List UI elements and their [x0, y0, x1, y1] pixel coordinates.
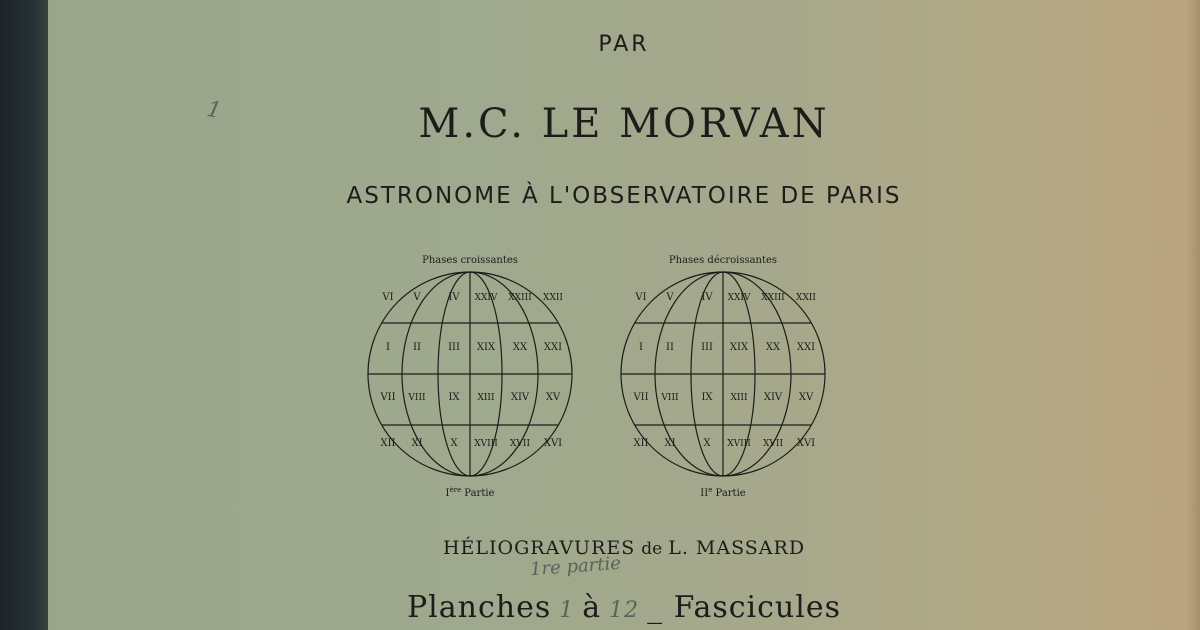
globe-cell-label: XXIII: [508, 293, 532, 303]
globe-cell-label: XXII: [796, 293, 816, 303]
globe-grid: [368, 272, 572, 476]
globe-cell-label: XVII: [509, 439, 531, 449]
globe-cell-label: XIX: [476, 342, 496, 353]
globe-heading: Phases décroissantes: [668, 255, 778, 266]
globe-cell-label: III: [448, 342, 460, 353]
globe-phases-croissantes: [368, 255, 572, 499]
globe-cell-label: XIII: [730, 393, 748, 403]
globe-cell-label: XXIII: [761, 293, 785, 303]
lunar-phase-diagrams: [340, 246, 860, 516]
globe-cell-label: I: [386, 342, 390, 353]
globe-cell-label: XVI: [796, 438, 816, 449]
globe-cell-label: XX: [512, 342, 528, 353]
globe-cell-label: XIX: [729, 342, 749, 353]
globe-cell-label: XIV: [763, 392, 783, 403]
globe-cell-label: IX: [701, 392, 713, 403]
globe-cell-label: II: [666, 342, 674, 353]
globe-cell-label: VII: [633, 392, 649, 403]
globe-cell-label: XXI: [796, 342, 816, 353]
globe-cell-label: XV: [545, 392, 561, 403]
heliogravures-credit: [48, 537, 1200, 559]
globe-cell-label: XI: [411, 438, 423, 449]
heliogravures-de: de: [641, 539, 663, 559]
planches-line: [48, 590, 1200, 625]
planches-label: Planches: [406, 590, 552, 625]
globe-cell-label: XII: [380, 438, 396, 449]
planches-to-word: à: [582, 590, 602, 625]
handwritten-part-note: 1re partie: [529, 552, 622, 581]
globe-cell-label: XVII: [762, 439, 784, 449]
globe-cell-label: II: [413, 342, 421, 353]
globe-cell-label: XI: [664, 438, 676, 449]
globe-cell-label: VIII: [661, 393, 679, 403]
globe-cell-label: V: [413, 292, 421, 303]
globe-caption: Ière Partie: [445, 486, 495, 499]
globe-cell-label: V: [666, 292, 674, 303]
handwritten-margin-mark: 1: [204, 96, 224, 125]
globe-cell-label: XXIV: [474, 293, 498, 303]
globe-cell-label: XII: [633, 438, 649, 449]
globe-phases-decroissantes: [621, 255, 825, 499]
page-edge: [1186, 0, 1200, 630]
globe-cell-label: IV: [448, 292, 460, 303]
author-name: M.C. LE MORVAN: [418, 101, 830, 147]
globe-cell-label: XIII: [477, 393, 495, 403]
globe-cell-label: VIII: [408, 393, 426, 403]
fascicules-label: _ Fascicules: [647, 590, 842, 625]
globe-cell-label: VI: [635, 292, 647, 303]
globe-cell-label: I: [639, 342, 643, 353]
globe-cell-label: XIV: [510, 392, 530, 403]
globe-cell-label: XXI: [543, 342, 563, 353]
globe-cell-label: X: [450, 438, 458, 449]
globe-cell-label: VII: [380, 392, 396, 403]
globe-cell-label: XXII: [543, 293, 563, 303]
globe-cell-label: XVIII: [474, 439, 498, 449]
book-spine: [0, 0, 48, 630]
globe-cell-label: XX: [765, 342, 781, 353]
planches-from: 1: [559, 598, 575, 623]
globe-cell-label: XVIII: [727, 439, 751, 449]
globe-cell-label: XXIV: [727, 293, 751, 303]
globe-caption: IIe Partie: [700, 486, 746, 499]
globe-cell-label: X: [703, 438, 711, 449]
globe-heading: Phases croissantes: [422, 255, 518, 266]
globe-cell-label: III: [701, 342, 713, 353]
heliogravures-name: L. MASSARD: [668, 537, 806, 559]
globe-cell-label: IX: [448, 392, 460, 403]
globe-cell-label: IV: [701, 292, 713, 303]
globe-cell-label: VI: [382, 292, 394, 303]
globe-cell-label: XV: [798, 392, 814, 403]
par-label: PAR: [598, 32, 650, 57]
author-affiliation: ASTRONOME À L'OBSERVATOIRE DE PARIS: [346, 183, 902, 209]
planches-to: 12: [609, 598, 640, 623]
heliogravures-label: HÉLIOGRAVURES: [442, 537, 636, 559]
globe-grid: [621, 272, 825, 476]
globe-cell-label: XVI: [543, 438, 563, 449]
